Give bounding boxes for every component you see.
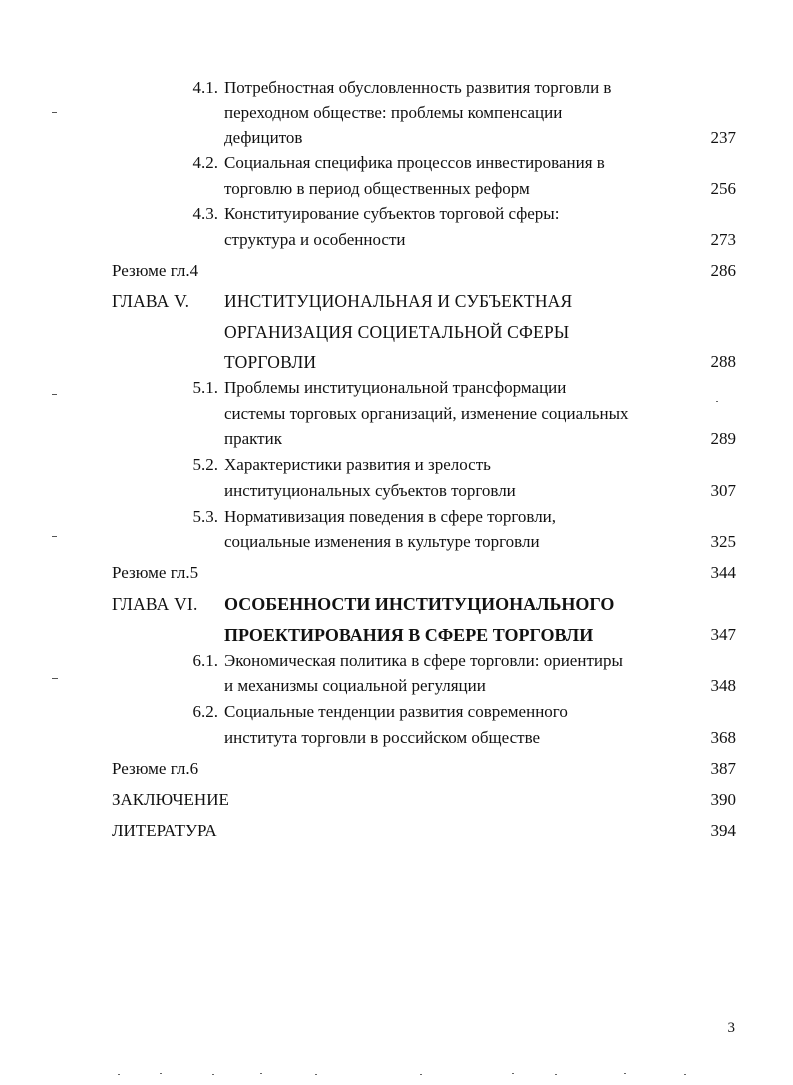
toc-page-number: 348 bbox=[710, 676, 736, 695]
toc-page-number: 256 bbox=[710, 179, 736, 198]
toc-page-number: 390 bbox=[710, 790, 736, 809]
toc-section-title-line: Социальная специфика процессов инвестирования в bbox=[224, 153, 605, 172]
scan-mark bbox=[52, 678, 58, 679]
toc-page-number: 286 bbox=[710, 261, 736, 280]
toc-page-number: 347 bbox=[710, 625, 736, 644]
scan-mark bbox=[52, 394, 57, 395]
toc-section-title-line: Экономическая политика в сфере торговли: ориентиры bbox=[224, 651, 623, 670]
scan-dot bbox=[420, 1074, 422, 1075]
toc-section-title-line: социальные изменения в культуре торговли bbox=[224, 532, 540, 551]
toc-page-number: 288 bbox=[710, 352, 736, 371]
toc-chapter-title-line: ОСОБЕННОСТИ ИНСТИТУЦИОНАЛЬНОГО bbox=[224, 594, 615, 614]
scan-dot bbox=[160, 1073, 162, 1074]
toc-page-number: 387 bbox=[710, 759, 736, 778]
toc-chapter-title-line: ОРГАНИЗАЦИЯ СОЦИЕТАЛЬНОЙ СФЕРЫ bbox=[224, 322, 570, 342]
scan-dot bbox=[118, 1074, 120, 1075]
toc-section-number: 5.2. bbox=[192, 455, 218, 474]
toc-resume-label: Резюме гл.6 bbox=[112, 759, 199, 778]
scan-dot bbox=[512, 1073, 514, 1074]
scan-dot bbox=[684, 1074, 686, 1075]
toc-section-title-line: системы торговых организаций, изменение социальных bbox=[224, 404, 629, 423]
toc-section-number: 4.2. bbox=[192, 153, 218, 172]
toc-resume-label: Резюме гл.5 bbox=[112, 563, 199, 582]
toc-section-title-line: Потребностная обусловленность развития торговли в bbox=[224, 78, 612, 97]
toc-section-title-line: Конституирование субъектов торговой сферы: bbox=[224, 204, 560, 223]
toc-page-number: 344 bbox=[710, 563, 736, 582]
page-number: 3 bbox=[727, 1020, 735, 1036]
scan-dot bbox=[555, 1074, 557, 1075]
toc-chapter-label: ГЛАВА V. bbox=[112, 291, 190, 311]
scan-mark bbox=[52, 536, 57, 537]
scan-dot bbox=[212, 1074, 214, 1075]
toc-section-title-line: Социальные тенденции развития современного bbox=[224, 702, 568, 721]
scan-dot bbox=[315, 1074, 317, 1075]
toc-page-number: 368 bbox=[710, 728, 736, 747]
toc-section-title-line: и механизмы социальной регуляции bbox=[224, 676, 486, 695]
scan-dot bbox=[624, 1073, 626, 1074]
toc-section-number: 4.1. bbox=[192, 78, 218, 97]
toc-chapter-title-line: ТОРГОВЛИ bbox=[224, 352, 317, 372]
toc-conclusion-label: ЗАКЛЮЧЕНИЕ bbox=[112, 790, 229, 809]
toc-page-number: 273 bbox=[710, 230, 736, 249]
toc-section-title-line: переходном обществе: проблемы компенсации bbox=[224, 103, 563, 122]
toc-page-number: 307 bbox=[710, 481, 736, 500]
toc-section-number: 6.1. bbox=[192, 651, 218, 670]
toc-chapter-label: ГЛАВА VI. bbox=[112, 594, 198, 614]
scan-mark bbox=[52, 112, 57, 113]
toc-chapter-title-line: ПРОЕКТИРОВАНИЯ В СФЕРЕ ТОРГОВЛИ bbox=[224, 625, 594, 645]
toc-page-number: 394 bbox=[710, 821, 736, 840]
toc-section-title-line: практик bbox=[224, 429, 282, 448]
toc-resume-label: Резюме гл.4 bbox=[112, 261, 199, 280]
toc-page-number: 289 bbox=[710, 429, 736, 448]
toc-section-title-line: институциональных субъектов торговли bbox=[224, 481, 516, 500]
toc-section-title-line: торговлю в период общественных реформ bbox=[224, 179, 530, 198]
toc-section-number: 4.3. bbox=[192, 204, 218, 223]
toc-section-number: 5.1. bbox=[192, 378, 218, 397]
toc-section-number: 5.3. bbox=[192, 507, 218, 526]
toc-chapter-title-line: ИНСТИТУЦИОНАЛЬНАЯ И СУБЪЕКТНАЯ bbox=[224, 291, 573, 311]
toc-section-title-line: Проблемы институциональной трансформации bbox=[224, 378, 567, 397]
toc-section-title-line: структура и особенности bbox=[224, 230, 406, 249]
toc-section-number: 6.2. bbox=[192, 702, 218, 721]
toc-page-number: 325 bbox=[710, 532, 736, 551]
toc-literature-label: ЛИТЕРАТУРА bbox=[112, 821, 217, 840]
toc-section-title-line: Нормативизация поведения в сфере торговли, bbox=[224, 507, 557, 526]
scan-dot bbox=[260, 1073, 262, 1074]
toc-section-title-line: института торговли в российском обществе bbox=[224, 728, 541, 747]
toc-page-number: 237 bbox=[710, 128, 736, 147]
toc-section-title-line: дефицитов bbox=[224, 128, 303, 147]
scan-dot bbox=[716, 401, 718, 402]
toc-section-title-line: Характеристики развития и зрелость bbox=[224, 455, 491, 474]
